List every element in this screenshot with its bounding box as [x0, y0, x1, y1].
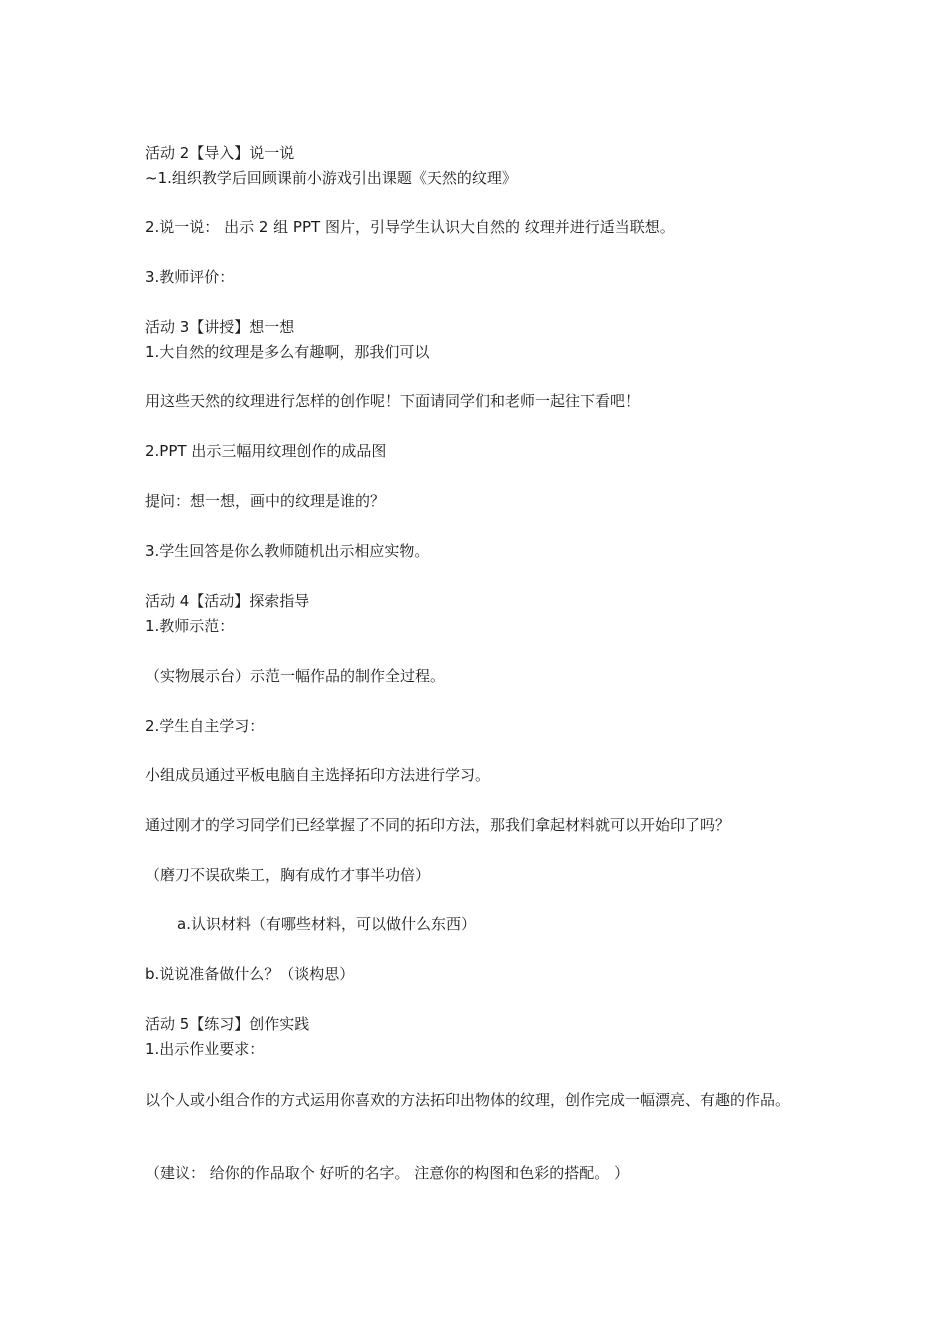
paragraph: 提问：想一想，画中的纹理是谁的？	[145, 492, 386, 510]
paragraph-indented: a.认识材料（有哪些材料，可以做什么东西）	[177, 915, 476, 933]
paragraph: （建议： 给你的作品取个 好听的名字。 注意你的构图和色彩的搭配。 ）	[145, 1164, 630, 1182]
paragraph: （实物展示台）示范一幅作品的制作全过程。	[145, 667, 446, 685]
paragraph: （磨刀不误砍柴工，胸有成竹才事半功倍）	[145, 866, 431, 884]
paragraph: 3.教师评价：	[145, 268, 235, 286]
paragraph: b.说说准备做什么？（谈构思）	[145, 965, 355, 983]
paragraph: 1.教师示范：	[145, 617, 235, 635]
paragraph: 1.出示作业要求：	[145, 1040, 265, 1058]
paragraph: 1.大自然的纹理是多么有趣啊，那我们可以	[145, 343, 430, 361]
paragraph: 用这些天然的纹理进行怎样的创作呢！下面请同学们和老师一起往下看吧！	[145, 392, 641, 410]
paragraph: 3.学生回答是你么教师随机出示相应实物。	[145, 542, 430, 560]
paragraph: 小组成员通过平板电脑自主选择拓印方法进行学习。	[145, 766, 491, 784]
paragraph: 2.说一说： 出示 2 组 PPT 图片，引导学生认识大自然的 纹理并进行适当联想。	[145, 218, 675, 236]
paragraph: 2.学生自主学习：	[145, 717, 265, 735]
paragraph-wrapped: 以个人或小组合作的方式运用你喜欢的方法拓印出物体的纹理，创作完成一幅漂亮、有趣的作品。	[145, 1091, 791, 1109]
activity-3-heading: 活动 3【讲授】想一想	[145, 318, 295, 336]
paragraph: ~1.组织教学后回顾课前小游戏引出课题《天然的纹理》	[145, 169, 517, 187]
activity-5-heading: 活动 5【练习】创作实践	[145, 1015, 310, 1033]
activity-4-heading: 活动 4【活动】探索指导	[145, 592, 310, 610]
paragraph: 通过刚才的学习同学们已经掌握了不同的拓印方法，那我们拿起材料就可以开始印了吗？	[145, 816, 731, 834]
activity-2-heading: 活动 2【导入】说一说	[145, 144, 295, 162]
paragraph: 2.PPT 出示三幅用纹理创作的成品图	[145, 442, 387, 460]
